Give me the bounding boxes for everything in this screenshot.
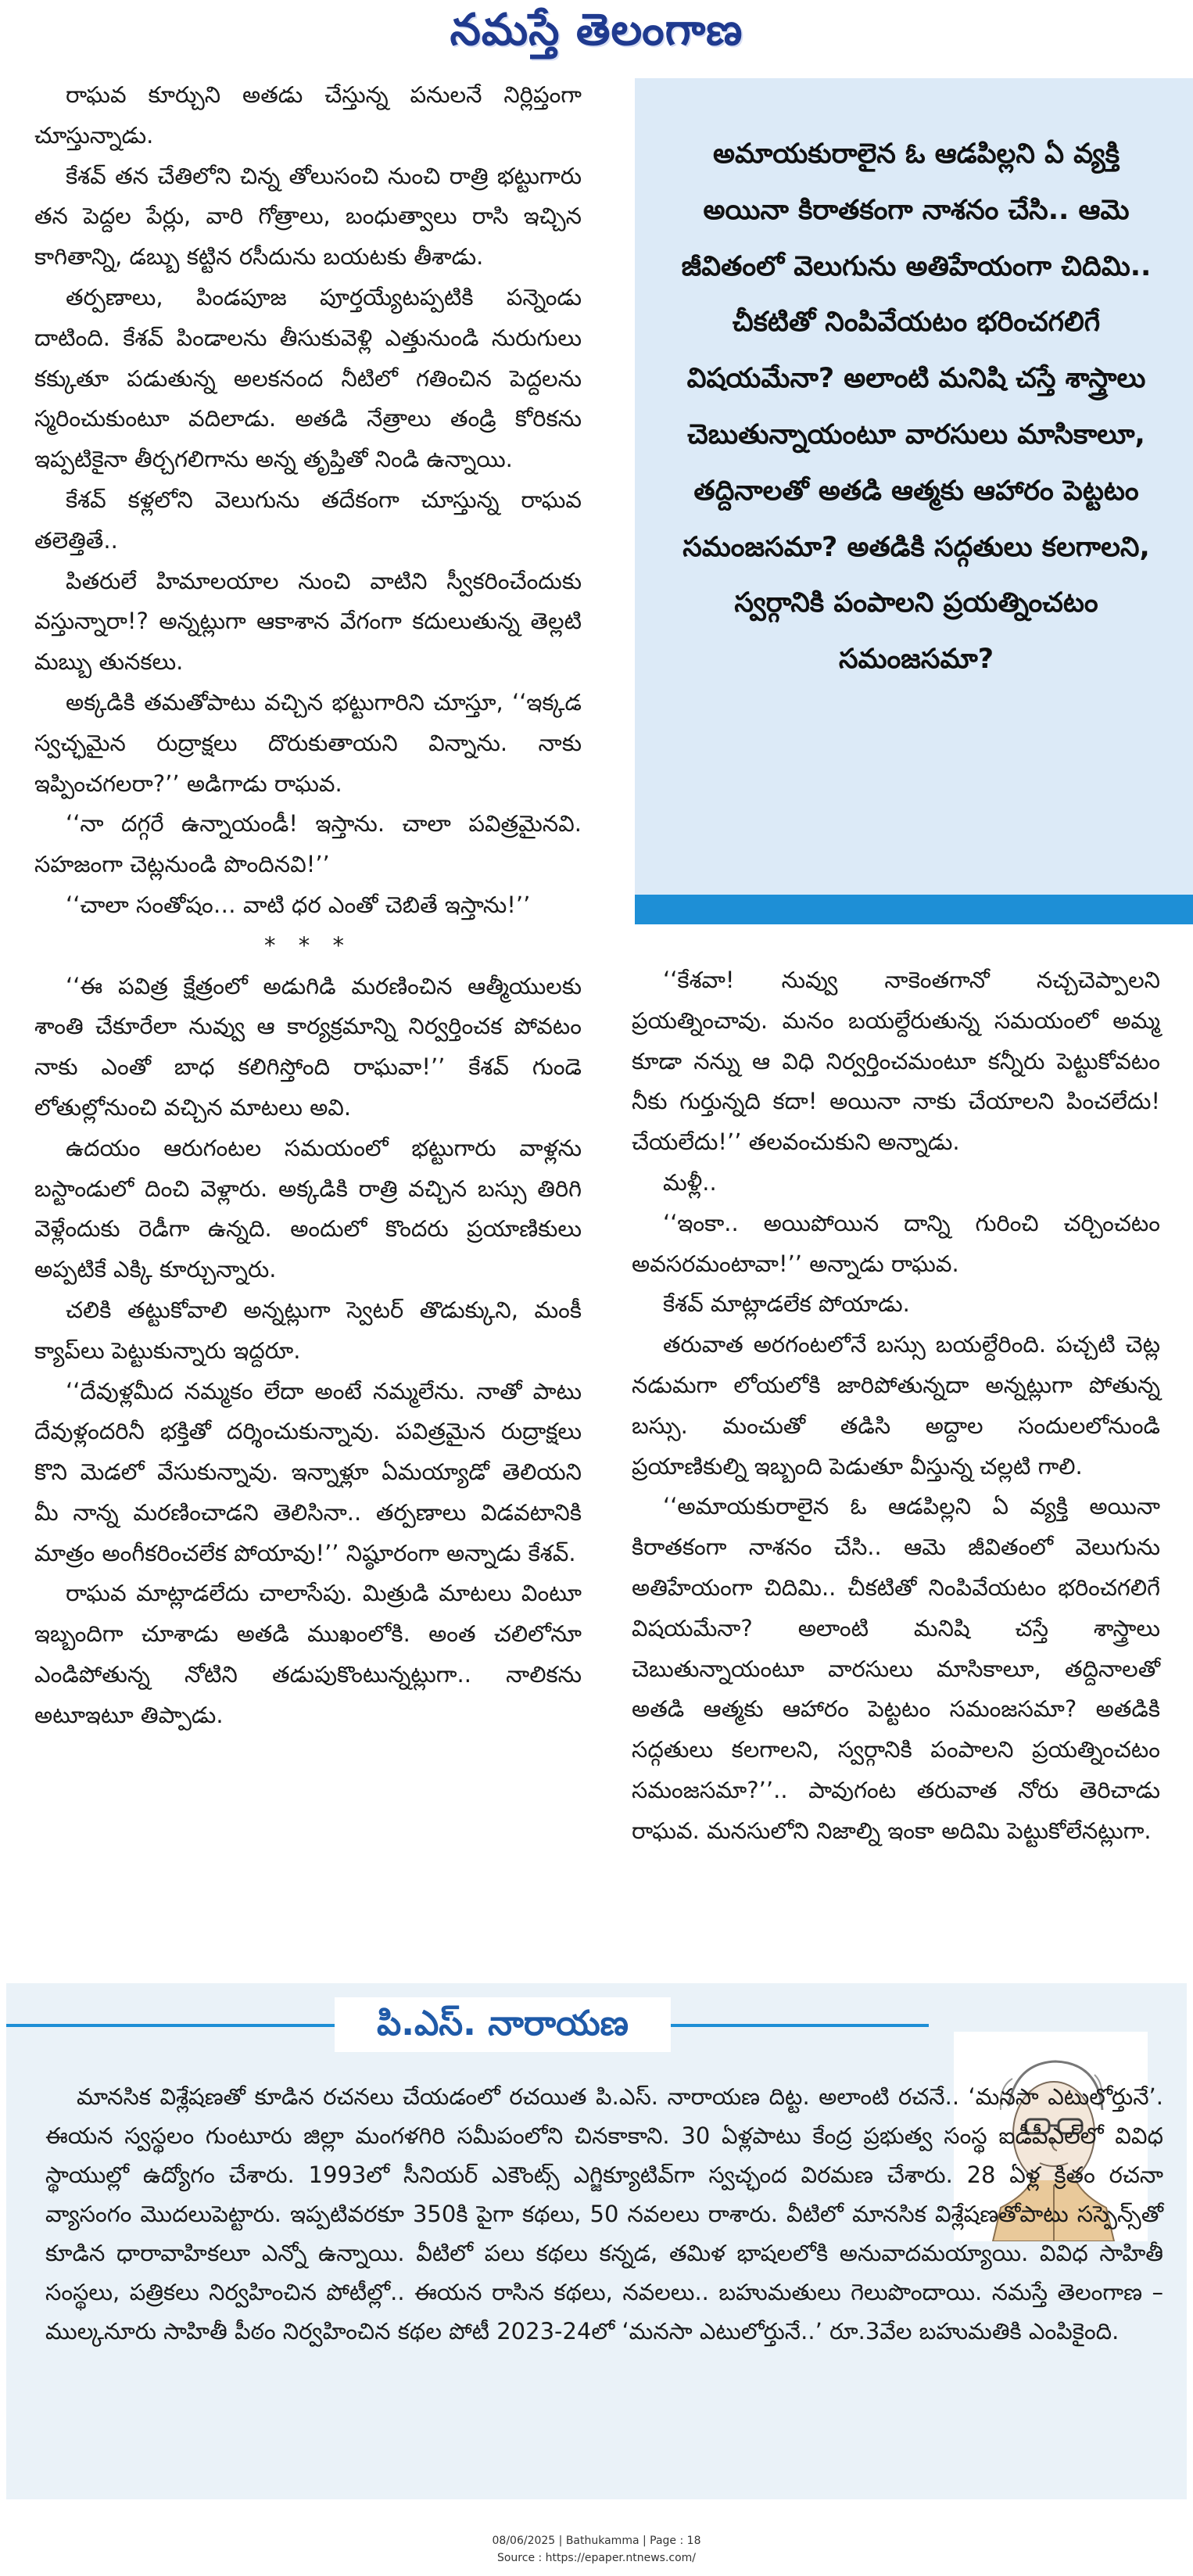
paragraph: ఉదయం ఆరుగంటల సమయంలో భట్టుగారు వాళ్లను బస్టాండులో దించి వెళ్లారు. అక్కడికి రాత్రి వచ్చిన బస్సు తిరిగి వెళ్లేందుకు రెడీగా ఉన్నది. అందులో కొందరు ప్రయాణికులు అప్పటికే ఎక్కి కూర్చున్నారు. [34, 1134, 582, 1283]
pull-quote: అమాయకురాలైన ఓ ఆడపిల్లని ఏ వ్యక్తి అయినా కిరాతకంగా నాశనం చేసి.. ఆమె జీవితంలో వెలుగును అతిహేయంగా చిదిమి.. చీకటితో నింపివేయటం భరించగలిగే విషయమేనా? అలాంటి మనిషి చస్తే శాస్త్రాలు చెబుతున్నాయంటూ వారసులు మాసికాలూ, తద్దినాలతో అతడి ఆత్మకు ఆహారం పెట్టటం సమంజసమా? అతడికి సద్గతులు కలగాలని, స్వర్గానికి పంపాలని ప్రయత్నించటం సమంజసమా? [681, 138, 1152, 676]
paragraph: తర్పణాలు, పిండపూజ పూర్తయ్యేటప్పటికి పన్నెండు దాటింది. కేశవ్ పిండాలను తీసుకువెళ్లి ఎత్తునుండి నురుగులు కక్కుతూ పడుతున్న అలకనంద నీటిలో గతించిన పెద్దలను స్మరించుకుంటూ వదిలాడు. అతడి నేత్రాలు తండ్రి కోరికను ఇప్పటికైనా తీర్చగలిగాను అన్న తృప్తితో నిండి ఉన్నాయి. [34, 283, 582, 473]
paragraph: పితరులే హిమాలయాల నుంచి వాటిని స్వీకరించేందుకు వస్తున్నారా!? అన్నట్లుగా ఆకాశాన వేగంగా కదులుతున్న తెల్లటి మబ్బు తునకలు. [34, 567, 582, 676]
paragraph: కేశవ్ తన చేతిలోని చిన్న తోలుసంచి నుంచి రాత్రి భట్టుగారు తన పెద్దల పేర్లు, వారి గోత్రాలు, బంధుత్వాలు రాసి ఇచ్చిన కాగితాన్ని, డబ్బు కట్టిన రసీదును బయటకు తీశాడు. [34, 162, 582, 271]
paragraph: ‘‘దేవుళ్లమీద నమ్మకం లేదా అంటే నమ్మలేను. నాతో పాటు దేవుళ్లందరినీ భక్తితో దర్శించుకున్నావు. పవిత్రమైన రుద్రాక్షలు కొని మెడలో వేసుకున్నావు. ఇన్నాళ్లూ ఏమయ్యాడో తెలియని మీ నాన్న మరణించాడని తెలిసినా.. తర్పణాలు విడవటానికి మాత్రం అంగీకరించలేక పోయావు!’’ నిష్ఠూరంగా అన్నాడు కేశవ్. [34, 1377, 582, 1566]
section-separator: * * * [264, 931, 352, 959]
left-column [34, 75, 582, 1736]
masthead [0, 0, 1193, 66]
masthead-title: నమస్తే తెలంగాణ [450, 5, 743, 56]
paragraph: ‘‘ఈ పవిత్ర క్షేత్రంలో అడుగిడి మరణించిన ఆత్మీయులకు శాంతి చేకూరేలా నువ్వు ఆ కార్యక్రమాన్ని నిర్వర్తించక పోవటం నాకు ఎంతో బాధ కలిగిస్తోంది రాఘవా!’’ కేశవ్ గుండె లోతుల్లోనుంచి వచ్చిన మాటలు అవి. [34, 972, 582, 1121]
paragraph: ‘‘కేశవా! నువ్వు నాకెంతగానో నచ్చచెప్పాలని ప్రయత్నించావు. మనం బయల్దేరుతున్న సమయంలో అమ్మ కూడా నన్ను ఆ విధి నిర్వర్తించమంటూ కన్నీరు పెట్టుకోవటం నీకు గుర్తున్నది కదా! అయినా నాకు చేయాలని పించలేదు! చేయలేదు!’’ తలవంచుకుని అన్నాడు. [632, 967, 1160, 1156]
paragraph: చలికి తట్టుకోవాలి అన్నట్లుగా స్వెటర్ తొడుక్కుని, మంకీ క్యాప్‌లు పెట్టుకున్నారు ఇద్దరూ. [34, 1296, 582, 1364]
pull-quote-box [635, 78, 1193, 924]
paragraph: ‘‘చాలా సంతోషం… వాటి ధర ఎంతో చెబితే ఇస్తాను!’’ [66, 891, 531, 918]
paragraph: ‘‘నా దగ్గరే ఉన్నాయండీ! ఇస్తాను. చాలా పవిత్రమైనవి. సహజంగా చెట్లనుండి పొందినవి!’’ [34, 810, 582, 878]
pull-quote-bar [635, 895, 1193, 924]
right-column [632, 960, 1160, 1852]
page-footer [0, 2532, 1193, 2567]
paragraph: అక్కడికి తమతోపాటు వచ్చిన భట్టుగారిని చూస్తూ, ‘‘ఇక్కడ స్వచ్ఛమైన రుద్రాక్షలు దొరుకుతాయని విన్నాను. నాకు ఇప్పించగలరా?’’ అడిగాడు రాఘవ. [34, 688, 582, 797]
author-bio-text [45, 2077, 1163, 2351]
author-name: పి.ఎస్. నారాయణ [376, 2004, 629, 2043]
paragraph: తరువాత అరగంటలోనే బస్సు బయల్దేరింది. పచ్చటి చెట్ల నడుమగా లోయలోకి జారిపోతున్నదా అన్నట్లుగా పోతున్న బస్సు. మంచుతో తడిసి అద్దాల సందులలోనుండి ప్రయాణికుల్ని ఇబ్బంది పెడుతూ వీస్తున్న చల్లటి గాలి. [632, 1331, 1160, 1480]
author-name-box [335, 1997, 671, 2052]
paragraph: మళ్లీ.. [663, 1168, 717, 1196]
paragraph: రాఘవ కూర్చుని అతడు చేస్తున్న పనులనే నిర్లిప్తంగా చూస్తున్నాడు. [34, 81, 582, 149]
footer-source-line: Source : https://epaper.ntnews.com/ [496, 2552, 697, 2564]
paragraph: కేశవ్ మాట్లాడలేక పోయాడు. [663, 1290, 910, 1318]
paragraph: ‘‘అమాయకురాలైన ఓ ఆడపిల్లని ఏ వ్యక్తి అయినా కిరాతకంగా నాశనం చేసి.. ఆమె జీవితంలో వెలుగును అతిహేయంగా చిదిమి.. చీకటితో నింపివేయటం భరించగలిగే విషయమేనా? అలాంటి మనిషి చస్తే శాస్త్రాలు చెబుతున్నాయంటూ వారసులు మాసికాలూ, తద్దినాలతో అతడి ఆత్మకు ఆహారం పెట్టటం సమంజసమా? అతడికి సద్గతులు కలగాలని, స్వర్గానికి పంపాలని ప్రయత్నించటం సమంజసమా?’’.. పావుగంట తరువాత నోరు తెరిచాడు రాఘవ. మనసులోని నిజాల్ని ఇంకా అదిమి పెట్టుకోలేనట్లుగా. [632, 1493, 1160, 1844]
footer-date-line: 08/06/2025 | Bathukamma | Page : 18 [492, 2535, 701, 2547]
author-bio-box [6, 1983, 1187, 2499]
paragraph: కేశవ్ కళ్లలోని వెలుగును తదేకంగా చూస్తున్న రాఘవ తలెత్తితే.. [34, 486, 582, 554]
paragraph: రాఘవ మాట్లాడలేదు చాలాసేపు. మిత్రుడి మాటలు వింటూ ఇబ్బందిగా చూశాడు అతడి ముఖంలోకి. అంత చలిలోనూ ఎండిపోతున్న నోటిని తడుపుకొంటున్నట్లుగా.. నాలికను అటూఇటూ తిప్పాడు. [34, 1580, 582, 1728]
bio-paragraph: మానసిక విశ్లేషణతో కూడిన రచనలు చేయడంలో రచయిత పి.ఎస్. నారాయణ దిట్ట. అలాంటి రచనే.. ‘మనసా ఎటులోర్తునే’. ఈయన స్వస్థలం గుంటూరు జిల్లా మంగళగిరి సమీపంలోని చినకాకాని. 30 ఏళ్లపాటు కేంద్ర ప్రభుత్వ సంస్థ ఐడీపీఎల్‌లో వివిధ స్థాయుల్లో ఉద్యోగం చేశారు. 1993లో సీనియర్ ఎకౌంట్స్ ఎగ్జిక్యూటివ్‌గా స్వచ్ఛంద విరమణ చేశారు. 28 ఏళ్ల క్రితం రచనా వ్యాసంగం మొదలుపెట్టారు. ఇప్పటివరకూ 350కి పైగా కథలు, 50 నవలలు రాశారు. వీటిలో మానసిక విశ్లేషణతోపాటు సస్పెన్స్‌తో కూడిన ధారావాహికలూ ఎన్నో ఉన్నాయి. వీటిలో పలు కథలు కన్నడ, తమిళ భాషలలోకి అనువాదమయ్యాయి. వివిధ సాహితీ సంస్థలు, పత్రికలు నిర్వహించిన పోటీల్లో.. ఈయన రాసిన కథలు, నవలలు.. బహుమతులు గెలుపొందాయి. నమస్తే తెలంగాణ – ముల్కనూరు సాహితీ పీఠం నిర్వహించిన కథల పోటీ 2023-24లో ‘మనసా ఎటులోర్తునే..’ రూ.3వేల బహుమతికి ఎంపికైంది. [45, 2083, 1163, 2345]
paragraph: ‘‘ఇంకా.. అయిపోయిన దాన్ని గురించి చర్చించటం అవసరమంటావా!’’ అన్నాడు రాఘవ. [632, 1209, 1160, 1277]
